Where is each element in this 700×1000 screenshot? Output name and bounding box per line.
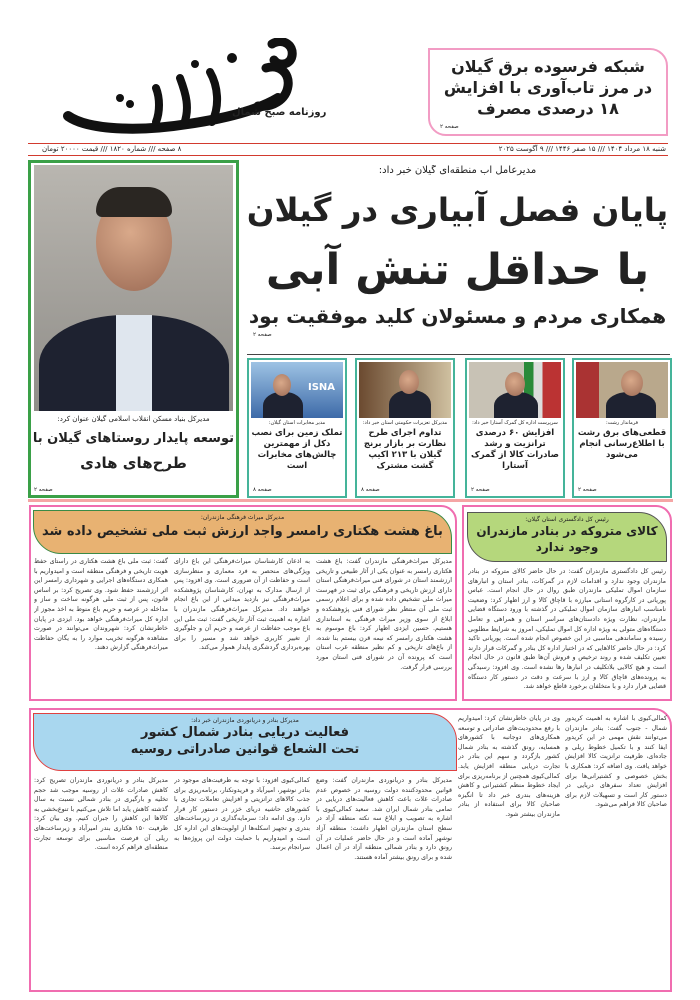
thumb-story[interactable] (465, 358, 565, 498)
newspaper-subtitle: روزنامه صبح شمال (232, 107, 327, 118)
thumb-title: افزایش ۶۰ درصدی ترانزیت و رشد صادرات کالا از گمرک آستارا (471, 428, 559, 471)
thumb-title: قطعی‌های برق رشت با اطلاع‌رسانی انجام می‌شود (577, 428, 667, 460)
issue-line: ۸ صفحه /// شماره ۱۸۲۰ /// قیمت ۲۰۰۰۰ تومان (42, 145, 182, 153)
article-column: رئیس کل دادگستری مازندران گفت: در حال حاضر کالای متروکه در بنادر مازندران وجود ندارد و اقدامات لازم در گمرکات، بنادر استان و انبارهای سازمان اموال تملیکی مازندران طبق روال در حال انجام است. عباس پوریانی در کارگروه استانی مبارزه با قاچاق کالا و ارز اظهار کرد: وضعیت نامناسب انبارهای سازمان اموال تملیکی در گذشته با ورود دستگاه قضایی مازندران، نظارت ویژه دادستان‌های سراسر استان و همراهی و تعامل دستگاه‌های متولی به ویژه اداره کل اموال تملیکی، امروز به شرایط مطلوبی رسیده و ساماندهی مناسبی در این خصوص انجام شده است. پوریانی تاکید کرد: در حال حاضر کالاهایی که در اختیار اداره کل بنادر و گمرکات قرار دارند تعیین تکلیف شده و روند ترخیص و فروش آن‌ها طبق قانون در حال انجام است و هیچ کالایی بلاتکلیف در انبارها رها نشده است. وی افزود: رسیدگی به پرونده‌های قاچاق کالا و ارز با سرعت و دقت در دستور کار دستگاه قضایی قرار دارد و با متخلفان برخورد قاطع خواهد شد. (468, 568, 666, 691)
page-ref: صفحه ۲ (34, 487, 53, 493)
lead-headline: پایان فصل آبیاری در گیلان (246, 191, 669, 229)
thumb-kicker: مدیر مخابرات استان گیلان: (268, 420, 326, 426)
page-ref: صفحه ۲ (471, 487, 490, 493)
article-header (33, 713, 457, 771)
page-ref: صفحه ۸ (361, 487, 380, 493)
thumb-kicker: سرپرست اداره کل گمرک آستارا خبر داد: (472, 420, 558, 426)
photo-label: ISNA (307, 382, 335, 393)
article-headline: باغ هشت هکتاری رامسر واجد ارزش ثبت ملی تشخیص داده شد (42, 524, 443, 539)
teaser-line: شبکه فرسوده برق گیلان (451, 57, 645, 76)
thumb-photo (359, 362, 451, 418)
feature-headline: طرح‌های هادی (80, 454, 187, 472)
page-ref: صفحه ۸ (253, 487, 272, 493)
thumb-photo (251, 362, 343, 418)
thumb-story[interactable] (572, 358, 672, 498)
thumb-story[interactable] (247, 358, 347, 498)
lead-headline: با حداقل تنش آبی (265, 245, 650, 295)
divider (247, 354, 670, 355)
article-column: کمالی‌کیوی با اشاره به اهمیت کریدور شمال - جنوب گفت: بنادر مازندران می‌توانند نقش مهمی در این کریدور ایفا کنند و با تکمیل خطوط ریلی و جاده‌ای، ظرفیت ترانزیت کالا افزایش خواهد یافت. وی اضافه کرد: همکاری با بخش خصوصی و کشتیرانی‌ها برای افزایش تعداد سفرهای دریایی در دستور کار است و تسهیلات لازم برای صاحبان کالا فراهم می‌شود. (565, 715, 667, 809)
article-kicker: مدیرکل بنادر و دریانوردی مازندران خبر داد: (191, 717, 299, 724)
thumb-photo (576, 362, 668, 418)
article-ports[interactable] (29, 708, 672, 992)
feature-box[interactable] (28, 160, 239, 498)
article-header (33, 510, 452, 554)
date-line: شنبه ۱۸ مرداد ۱۴۰۴ /// ۱۵ صفر ۱۴۴۶ /// ۹ آگوست ۲۰۲۵ (498, 145, 666, 153)
article-column: مدیرکل بنادر و دریانوردی مازندران تصریح کرد: کاهش صادرات غلات از روسیه موجب شد حجم تخلیه و بارگیری در بنادر شمالی نسبت به سال گذشته کاهش یابد اما تلاش می‌کنیم با تنوع‌بخشی به کالاها این کاهش را جبران کنیم. وی بیان کرد: ظرفیت ۱۵۰ هکتاری بندر امیرآباد و زیرساخت‌های ریلی آن فرصت مناسبی برای توسعه تجارت منطقه‌ای فراهم کرده است. (34, 777, 168, 852)
article-headline: فعالیت دریایی بنادر شمال کشور (140, 725, 350, 740)
article-headline: کالای متروکه در بنادر مازندران (476, 524, 658, 538)
article-column: کمالی‌کیوی افزود: با توجه به ظرفیت‌های موجود در بنادر نوشهر، امیرآباد و فریدونکنار، برنامه‌ریزی برای جذب کالاهای ترانزیتی و افزایش تعاملات تجاری با کشورهای حاشیه دریای خزر در دستور کار قرار دارد. وی ادامه داد: سرمایه‌گذاری در زیرساخت‌های بندری و تجهیز اسکله‌ها از اولویت‌های این اداره کل است و امیدواریم با حمایت دولت این پروژه‌ها به سرانجام برسد. (174, 777, 310, 852)
article-kicker: رئیس کل دادگستری استان گیلان: (525, 516, 609, 523)
article-kicker: مدیرکل میراث فرهنگی مازندران: (200, 514, 285, 521)
divider (28, 499, 673, 502)
feature-photo (34, 165, 233, 411)
article-garden[interactable] (29, 505, 457, 701)
article-column: به اذعان کارشناسان میراث‌فرهنگی این باغ دارای ویژگی‌های منحصر به فرد معماری و منظرسازی است و حفاظت از آن ضروری است. وی افزود: پس از ارسال مدارک به تهران، کارشناسان پژوهشکده میراث‌فرهنگی نیز بازدید میدانی از این باغ انجام خواهند داد. مدیرکل میراث‌فرهنگی مازندران با اشاره به اهمیت ثبت آثار تاریخی گفت: ثبت ملی این باغ موجب حفاظت از عرصه و حریم آن و جلوگیری از تغییر کاربری خواهد شد و مسیر را برای بهره‌برداری گردشگری پایدار هموار می‌کند. (174, 558, 310, 652)
article-column: مدیرکل میراث‌فرهنگی مازندران گفت: باغ هشت هکتاری رامسر به عنوان یکی از آثار طبیعی و تاریخی ارزشمند استان در شورای فنی میراث‌فرهنگی استان دارای ارزش تاریخی و فرهنگی برای ثبت در فهرست میراث ملی تشخیص داده شده و برای اعلام رسمی ثبت ملی آن منتظر نظر شورای فنی پژوهشکده و ابلاغ از سوی وزیر میراث فرهنگی به استانداری هستیم. حسین ایزدی اظهار کرد: باغ موسوم به هشت هکتاری رامسر که نیمه قرن بیستم بنا شده، از باغ‌های تاریخی و کم نظیر منطقه غرب استان است که پرونده آن در شورای فنی استان مورد بررسی قرار گرفت. (316, 558, 452, 671)
thumb-title: تداوم اجرای طرح نظارت بر بازار برنج گیلان با ۲۱۳ اکیپ گشت مشترک (363, 428, 447, 471)
thumb-kicker: فرماندار رشت: (606, 420, 638, 426)
teaser-line: در مرز تاب‌آوری با افزایش (443, 78, 653, 97)
thumb-kicker: مدیرکل تعزیرات حکومتی استان خبر داد: (362, 420, 448, 426)
lead-subhead: همکاری مردم و مسئولان کلید موفقیت بود (248, 304, 667, 328)
lead-kicker: مدیرعامل آب منطقه‌ای گیلان خبر داد: (378, 165, 537, 176)
issue-info-bar (28, 143, 668, 156)
feature-kicker: مدیرکل بنیاد مسکن انقلاب اسلامی گیلان عنوان کرد: (57, 415, 210, 423)
article-column: وی در پایان خاطرنشان کرد: امیدواریم با رفع محدودیت‌های صادراتی و توسعه همکاری‌های دوجانبه با کشورهای همسایه، رونق گذشته به بنادر شمال کشور بازگردد و سهم این بنادر در تجارت دریایی منطقه افزایش یابد. کمالی‌کیوی همچنین از برنامه‌ریزی برای ایجاد خطوط منظم کشتیرانی و کاهش هزینه‌های بندری خبر داد تا انگیزه صاحبان کالا برای استفاده از بنادر مازندران بیشتر شود. (458, 715, 560, 818)
feature-headline: توسعه پایدار روستاهای گیلان با (32, 431, 234, 446)
thumb-story[interactable] (355, 358, 455, 498)
page-ref: صفحه ۲ (578, 487, 597, 493)
page-ref: صفحه ۲ (440, 124, 459, 130)
article-headline: وجود ندارد (535, 540, 599, 554)
teaser-box[interactable] (428, 48, 668, 136)
article-goods[interactable] (462, 505, 672, 701)
newspaper-logo (60, 38, 300, 138)
page-ref: صفحه ۲ (253, 332, 272, 338)
lead-story[interactable] (245, 165, 670, 353)
article-header (467, 512, 667, 562)
article-headline: تحت الشعاع قوانین صادراتی روسیه (130, 742, 360, 757)
teaser-line: ۱۸ درصدی مصرف (477, 99, 619, 118)
article-column: گفت: ثبت ملی باغ هشت هکتاری در راستای حفظ هویت تاریخی و فرهنگی منطقه است و امیدواریم با همکاری دستگاه‌های اجرایی و شهرداری رامسر این اثر ارزشمند حفظ شود. وی تصریح کرد: بر اساس قانون، پس از ثبت ملی هرگونه ساخت و ساز و مداخله در عرصه و حریم باغ منوط به اخذ مجوز از اداره کل میراث‌فرهنگی خواهد بود. ایزدی در پایان خاطرنشان کرد: شهروندان می‌توانند در صورت مشاهده هرگونه تخریب موارد را به یگان حفاظت میراث‌فرهنگی گزارش دهند. (34, 558, 168, 652)
article-column: مدیرکل بنادر و دریانوردی مازندران گفت: وضع قوانین محدودکننده دولت روسیه در خصوص عدم صادرات غلات باعث کاهش فعالیت‌های دریایی در تمامی بنادر شمال ایران شد. سعید کمالی‌کیوی با اشاره به تصویب و ابلاغ سه نکته منطقه آزاد در سطح استان مازندران اظهار داشت: منطقه آزاد نوشهر آماده است و در حال حاضر عملیات در آن رونق دارد و بنادر شمالی منطقه آزاد در آن اعمال شده و برای رونق بیشتر آماده هستند. (316, 777, 452, 861)
thumb-photo (469, 362, 561, 418)
thumb-title: تملک زمین برای نصب دکل از مهمترین چالش‌های مخابرات است (251, 428, 343, 471)
